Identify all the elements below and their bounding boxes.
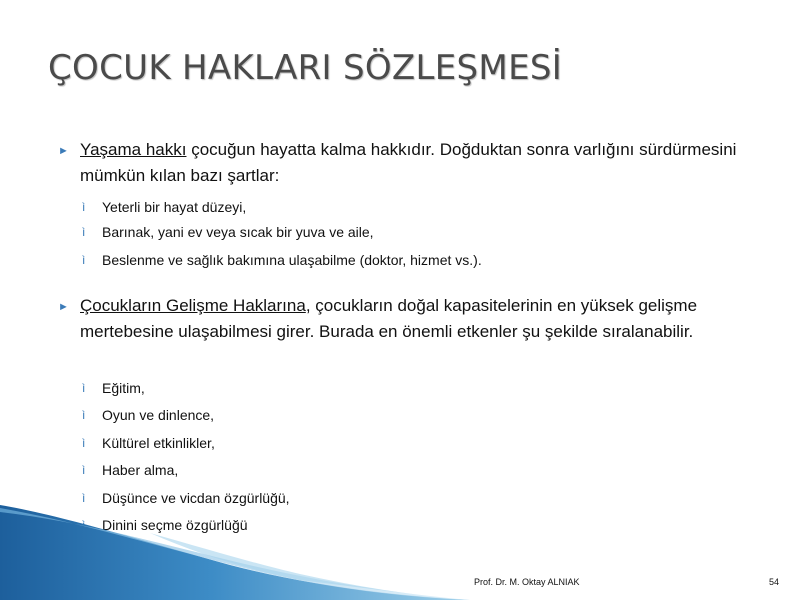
sub-item-text: Eğitim, [102, 380, 145, 396]
sub-bullet-mark-icon: ì [82, 200, 86, 214]
sub-item-text: Oyun ve dinlence, [102, 407, 215, 423]
sub-item-text: Düşünce ve vicdan özgürlüğü, [102, 490, 290, 506]
bullet-body: , çocukların doğal kapasitelerinin en yüksek gelişme mertebesine ulaşabilmesi girer. Burada en önemli etkenler şu şekilde sıralanabilir. [80, 296, 698, 341]
sub-item-text: Haber alma, [102, 462, 179, 478]
sub-bullet-mark-icon: ì [82, 253, 86, 267]
sub-item-text: Barınak, yani ev veya sıcak bir yuva ve aile, [102, 224, 374, 240]
sub-item-text: Dinini seçme özgürlüğü [102, 517, 248, 533]
decorative-wave [0, 470, 800, 600]
bullet-text [80, 293, 773, 345]
sub-bullet-mark-icon: ì [82, 381, 86, 395]
sub-bullet-mark-icon: ì [82, 491, 86, 505]
bullet-text [80, 137, 773, 189]
sub-item [82, 405, 214, 425]
bullet-gelisme-haklari [58, 293, 773, 345]
footer-author: Prof. Dr. M. Oktay ALNIAK [474, 577, 580, 587]
sub-item [82, 433, 215, 453]
page-number: 54 [769, 577, 780, 587]
sub-bullet-mark-icon: ì [82, 225, 86, 239]
bullet-underlined-term: Çocukların Gelişme Haklarına [80, 296, 306, 315]
triangle-right-icon: ► [58, 301, 69, 313]
sub-bullet-mark-icon: ì [82, 463, 86, 477]
sub-item-text: Beslenme ve sağlık bakımına ulaşabilme (doktor, hizmet vs.). [102, 252, 482, 268]
sub-item [82, 378, 145, 398]
sub-item [82, 250, 482, 270]
sub-bullet-mark-icon: ì [82, 436, 86, 450]
sub-item-text: Yeterli bir hayat düzeyi, [102, 199, 247, 215]
sub-item [82, 222, 374, 242]
slide-title: ÇOCUK HAKLARI SÖZLEŞMESİ [48, 48, 563, 88]
bullet-body: çocuğun hayatta kalma hakkıdır. Doğduktan sonra varlığını sürdürmesini mümkün kılan bazı şartlar: [80, 140, 737, 185]
sub-bullet-mark-icon: ì [82, 408, 86, 422]
sub-item [82, 197, 246, 217]
sub-item-text: Kültürel etkinlikler, [102, 435, 215, 451]
bullet-underlined-term: Yaşama hakkı [80, 140, 187, 159]
triangle-right-icon: ► [58, 145, 69, 157]
bullet-yasama-hakki [58, 137, 773, 189]
